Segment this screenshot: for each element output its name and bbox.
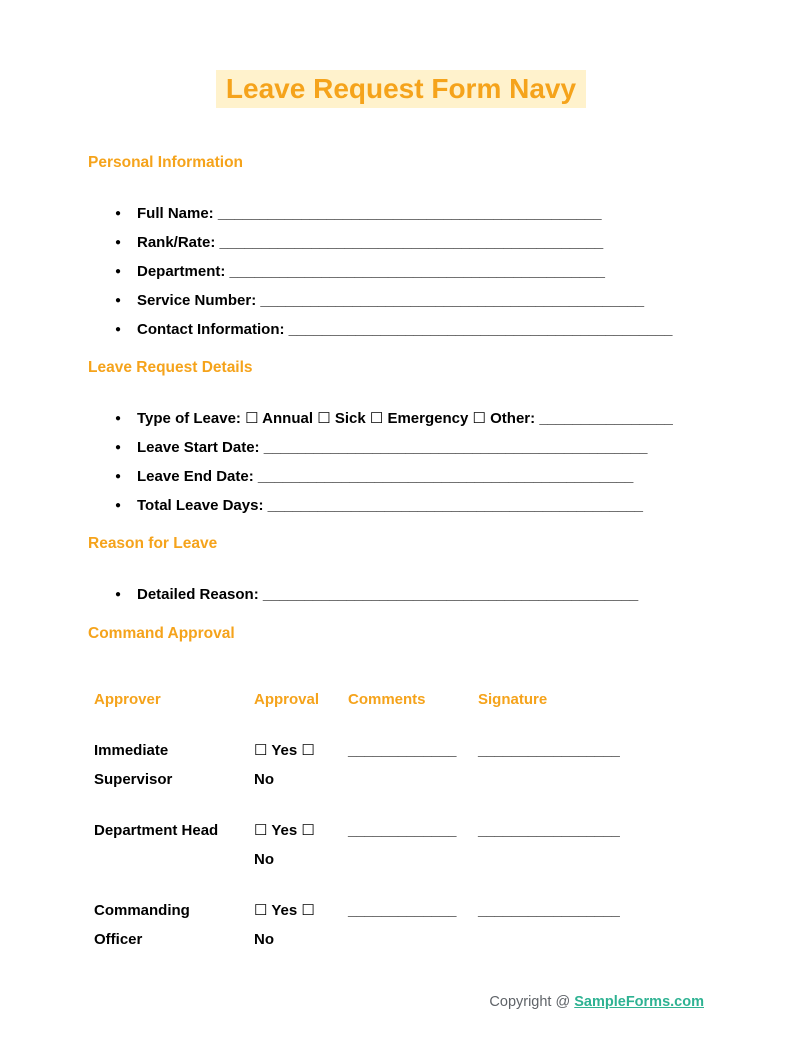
checkbox-no-icon[interactable]: ☐ xyxy=(301,742,315,759)
option-emergency-label: Emergency xyxy=(387,410,469,427)
field-blank-line: ______________________________________________ xyxy=(288,321,673,338)
checkbox-annual-icon[interactable]: ☐ xyxy=(245,410,259,427)
checkbox-emergency-icon[interactable]: ☐ xyxy=(369,410,384,427)
field-blank-line: ________________ xyxy=(539,410,673,427)
field-blank-line: _____________________________________________ xyxy=(229,263,605,280)
page-title: Leave Request Form Navy xyxy=(216,70,586,108)
field-type-of-leave xyxy=(115,404,714,433)
title-area xyxy=(0,0,802,108)
field-label: Rank/Rate: xyxy=(137,234,216,251)
field-service-number xyxy=(115,286,714,315)
field-label: Total Leave Days: xyxy=(137,497,264,514)
section-heading-command-approval: Command Approval xyxy=(88,625,235,642)
field-contact-information xyxy=(115,315,714,344)
field-blank-line: ______________________________________________ xyxy=(263,439,648,456)
section-heading-leave-request-details: Leave Request Details xyxy=(88,359,253,376)
column-header-approver: Approver xyxy=(94,691,161,708)
field-leave-start-date xyxy=(115,433,714,462)
table-row-immediate-supervisor xyxy=(94,736,714,794)
checkbox-yes-icon[interactable]: ☐ xyxy=(254,822,268,839)
yes-label: Yes xyxy=(271,822,298,839)
column-header-comments: Comments xyxy=(348,691,426,708)
comments-blank-line: _____________ xyxy=(348,742,457,759)
checkbox-no-icon[interactable]: ☐ xyxy=(301,902,315,919)
comments-blank-line: _____________ xyxy=(348,822,457,839)
field-full-name xyxy=(115,199,714,228)
table-row-department-head xyxy=(94,816,714,874)
approver-cell: Department Head xyxy=(94,822,219,839)
field-label: Detailed Reason: xyxy=(137,586,259,603)
leave-request-details-list xyxy=(88,404,714,520)
approval-table xyxy=(94,685,714,954)
reason-for-leave-list xyxy=(88,580,714,609)
no-label: No xyxy=(254,851,274,868)
section-heading-reason-for-leave: Reason for Leave xyxy=(88,535,218,552)
field-blank-line: _____________________________________________ xyxy=(262,586,639,603)
checkbox-sick-icon[interactable]: ☐ xyxy=(317,410,331,427)
field-total-leave-days xyxy=(115,491,714,520)
field-label: Full Name: xyxy=(137,205,214,222)
field-detailed-reason xyxy=(115,580,714,609)
no-label: No xyxy=(254,931,274,948)
option-annual-label: Annual xyxy=(262,410,314,427)
field-label: Leave End Date: xyxy=(137,468,254,485)
checkbox-no-icon[interactable]: ☐ xyxy=(301,822,315,839)
approver-cell: Commanding Officer xyxy=(94,902,190,948)
personal-information-list xyxy=(88,199,714,344)
comments-blank-line: _____________ xyxy=(348,902,457,919)
approval-table-header xyxy=(94,685,714,714)
signature-blank-line: _________________ xyxy=(478,742,620,759)
checkbox-yes-icon[interactable]: ☐ xyxy=(254,742,268,759)
copyright-text: Copyright @ xyxy=(489,994,571,1010)
option-sick-label: Sick xyxy=(334,410,366,427)
approval-cell xyxy=(254,816,334,874)
no-label: No xyxy=(254,771,274,788)
approval-cell xyxy=(254,896,334,954)
approver-cell: Immediate Supervisor xyxy=(94,742,173,788)
field-label: Contact Information: xyxy=(137,321,285,338)
yes-label: Yes xyxy=(271,902,298,919)
yes-label: Yes xyxy=(271,742,298,759)
sampleforms-link[interactable]: SampleForms.com xyxy=(574,994,704,1010)
field-label: Department: xyxy=(137,263,226,280)
field-department xyxy=(115,257,714,286)
signature-blank-line: _________________ xyxy=(478,822,620,839)
option-other-label: Other: xyxy=(490,410,536,427)
field-leave-end-date xyxy=(115,462,714,491)
column-header-approval: Approval xyxy=(254,691,320,708)
field-blank-line: ______________________________________________ xyxy=(219,234,604,251)
checkbox-yes-icon[interactable]: ☐ xyxy=(254,902,268,919)
field-blank-line: ______________________________________________ xyxy=(260,292,645,309)
field-rank-rate xyxy=(115,228,714,257)
field-label: Type of Leave: xyxy=(137,410,241,427)
field-blank-line: ______________________________________________ xyxy=(217,205,602,222)
column-header-signature: Signature xyxy=(478,691,548,708)
field-blank-line: _____________________________________________ xyxy=(267,497,644,514)
field-label: Leave Start Date: xyxy=(137,439,260,456)
field-label: Service Number: xyxy=(137,292,257,309)
signature-blank-line: _________________ xyxy=(478,902,620,919)
footer xyxy=(489,994,704,1010)
checkbox-other-icon[interactable]: ☐ xyxy=(472,410,486,427)
field-blank-line: _____________________________________________ xyxy=(257,468,634,485)
approval-cell xyxy=(254,736,334,794)
section-heading-personal-information: Personal Information xyxy=(88,154,244,171)
table-row-commanding-officer xyxy=(94,896,714,954)
document-content xyxy=(0,154,802,954)
